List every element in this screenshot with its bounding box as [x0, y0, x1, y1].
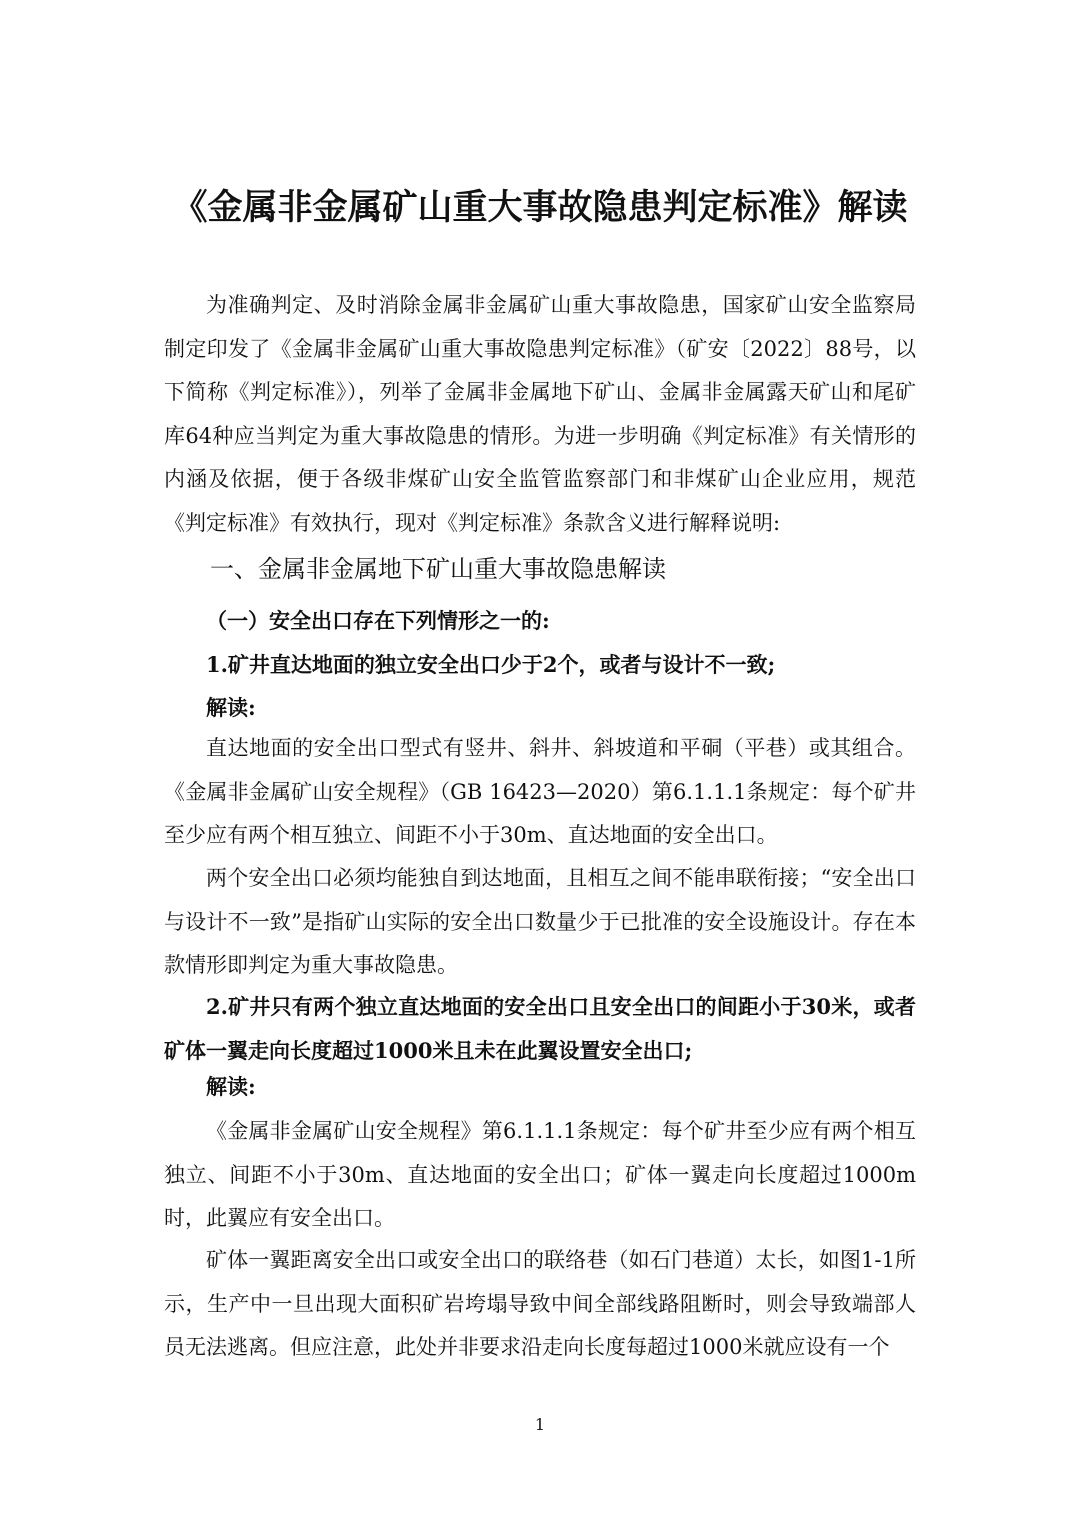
section-heading: 一、金属非金属地下矿山重大事故隐患解读	[210, 555, 666, 583]
interpretation-paragraph: 矿体一翼距离安全出口或安全出口的联络巷（如石门巷道）太长，如图1-1所示，生产中一旦出现大面积矿岩垮塌导致中间全部线路阻断时，则会导致端部人员无法逃离。但应注意，此处并非要求沿走向长度每超过1000米就应设有一个	[164, 1248, 916, 1359]
item-heading: 2.矿井只有两个独立直达地面的安全出口且安全出口的间距小于30米，或者矿体一翼走向长度超过1000米且未在此翼设置安全出口;	[164, 994, 916, 1063]
interpretation-paragraph: 两个安全出口必须均能独自到达地面，且相互之间不能串联衔接；“安全出口与设计不一致”是指矿山实际的安全出口数量少于已批准的安全设施设计。存在本款情形即判定为重大事故隐患。	[164, 866, 916, 977]
page-number: 1	[534, 1415, 546, 1434]
interpretation-label: 解读:	[206, 695, 256, 720]
interpretation-label: 解读:	[206, 1074, 256, 1099]
subsection-heading: （一）安全出口存在下列情形之一的:	[206, 608, 550, 633]
document-title: 《金属非金属矿山重大事故隐患判定标准》解读	[172, 188, 908, 228]
item-heading: 1.矿井直达地面的独立安全出口少于2个，或者与设计不一致;	[206, 652, 776, 677]
interpretation-paragraph: 《金属非金属矿山安全规程》第6.1.1.1条规定：每个矿井至少应有两个相互独立、间距不小于30m、直达地面的安全出口；矿体一翼走向长度超过1000m时，此翼应有安全出口。	[164, 1119, 916, 1230]
intro-paragraph: 为准确判定、及时消除金属非金属矿山重大事故隐患，国家矿山安全监察局制定印发了《金属非金属矿山重大事故隐患判定标准》（矿安〔2022〕88号，以下简称《判定标准》），列举了金属非金属地下矿山、金属非金属露天矿山和尾矿库64种应当判定为重大事故隐患的情形。为进一步明确《判定标准》有关情形的内涵及依据，便于各级非煤矿山安全监管监察部门和非煤矿山企业应用，规范《判定标准》有效执行，现对《判定标准》条款含义进行解释说明:	[164, 293, 916, 535]
interpretation-paragraph: 直达地面的安全出口型式有竖井、斜井、斜坡道和平硐（平巷）或其组合。《金属非金属矿山安全规程》（GB 16423—2020）第6.1.1.1条规定：每个矿井至少应有两个相互独立、间距不小于30m、直达地面的安全出口。	[164, 736, 916, 847]
